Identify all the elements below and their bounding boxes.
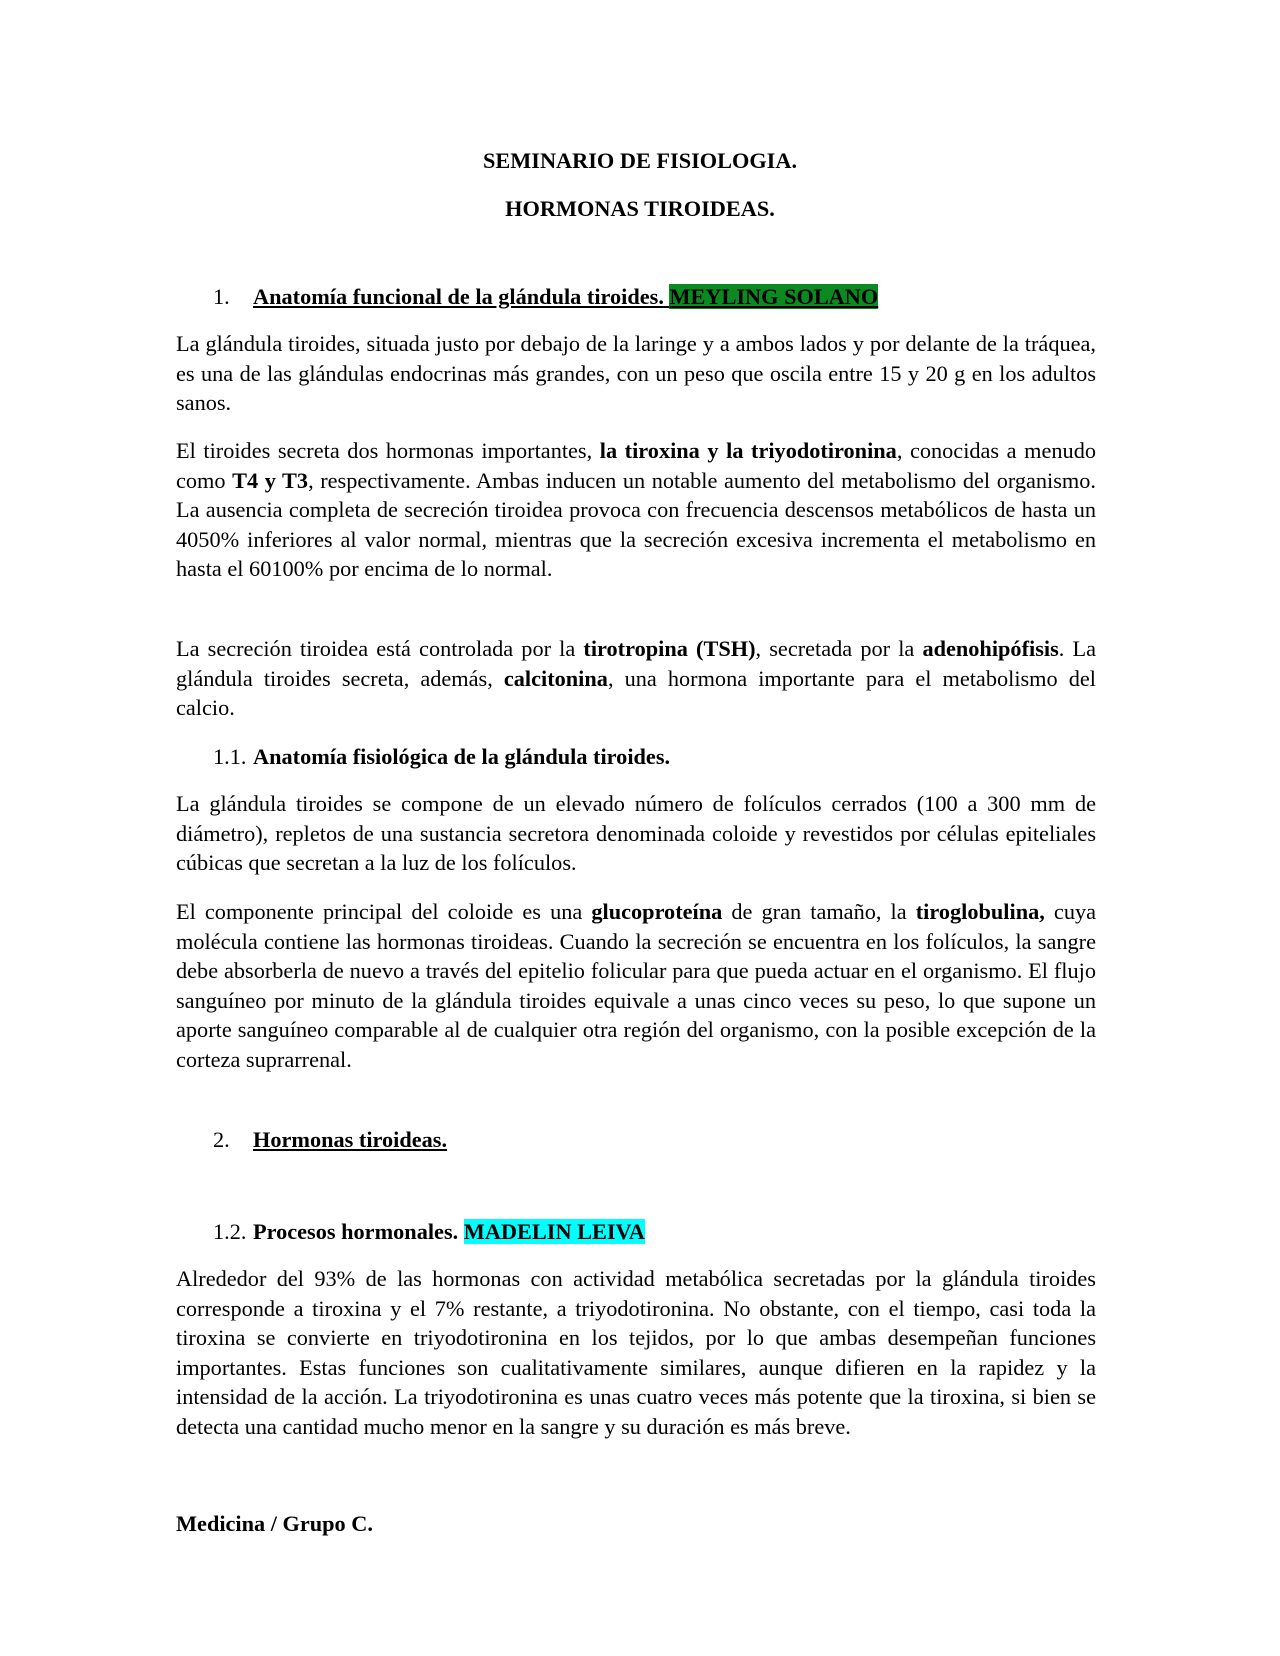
paragraph: Alrededor del 93% de las hormonas con actividad metabólica secretadas por la glándula tiroides corresponde a tiroxina y el 7% restante, a triyodotironina. No obstante, con el tiempo, casi toda la tiroxina se convierte en triyodotironina en los tejidos, por lo que ambas desempeñan funciones importantes. Estas funciones son cualitativamente similares, aunque difieren en la rapidez y la intensidad de la acción. La triyodotironina es unas cuatro veces más potente que la tiroxina, si bien se detecta una cantidad mucho menor en la sangre y su duración es más breve. — [176, 1266, 1096, 1439]
section-1-2-heading — [213, 1217, 645, 1247]
section-title: Anatomía fisiológica de la glándula tiroides. — [253, 744, 671, 769]
section-title: Anatomía funcional de la glándula tiroides. — [253, 284, 664, 309]
footer-group: Medicina / Grupo C. — [176, 1511, 373, 1536]
section-2-heading — [213, 1125, 447, 1155]
document-subtitle: HORMONAS TIROIDEAS. — [505, 196, 775, 221]
section-title: Hormonas tiroideas. — [253, 1127, 448, 1152]
section-number: 1.1. — [213, 744, 247, 769]
paragraph: La glándula tiroides se compone de un elevado número de folículos cerrados (100 a 300 mm de diámetro), repletos de una sustancia secretora denominada coloide y revestidos por células epiteliales cúbicas que secretan a la luz de los folículos. — [176, 791, 1096, 875]
section-number: 1.2. — [213, 1219, 247, 1244]
section-1-heading — [213, 282, 878, 312]
section-title: Procesos hormonales. — [253, 1219, 459, 1244]
paragraph: El componente principal del coloide es una glucoproteína de gran tamaño, la tiroglobulina, cuya molécula contiene las hormonas tiroideas. Cuando la secreción se encuentra en los folículos, la sangre debe absorberla de nuevo a través del epitelio folicular para que pueda actuar en el organismo. El flujo sanguíneo por minuto de la glándula tiroides equivale a unas cinco veces su peso, lo que supone un aporte sanguíneo comparable al de cualquier otra región del organismo, con la posible excepción de la corteza suprarrenal. — [176, 899, 1097, 1072]
author-highlight: MADELIN LEIVA — [463, 1219, 645, 1244]
paragraph: La secreción tiroidea está controlada por la tirotropina (TSH), secretada por la adenohipófisis. La glándula tiroides secreta, además, calcitonina, una hormona importante para el metabolismo del calcio. — [176, 636, 1096, 720]
section-1-1-heading — [213, 742, 670, 772]
section-number: 2. — [213, 1127, 230, 1152]
paragraph: El tiroides secreta dos hormonas importantes, la tiroxina y la triyodotironina, conocidas a menudo como T4 y T3, respectivamente. Ambas inducen un notable aumento del metabolismo del organismo. La ausencia completa de secreción tiroidea provoca con frecuencia descensos metabólicos de hasta un 4050% inferiores al valor normal, mientras que la secreción excesiva incrementa el metabolismo en hasta el 60100% por encima de lo normal. — [176, 438, 1096, 581]
section-number: 1. — [213, 284, 230, 309]
author-highlight: MEYLING SOLANO — [669, 284, 879, 309]
document-title: SEMINARIO DE FISIOLOGIA. — [482, 148, 798, 173]
paragraph: La glándula tiroides, situada justo por debajo de la laringe y a ambos lados y por delante de la tráquea, es una de las glándulas endocrinas más grandes, con un peso que oscila entre 15 y 20 g en los adultos sanos. — [176, 331, 1096, 415]
